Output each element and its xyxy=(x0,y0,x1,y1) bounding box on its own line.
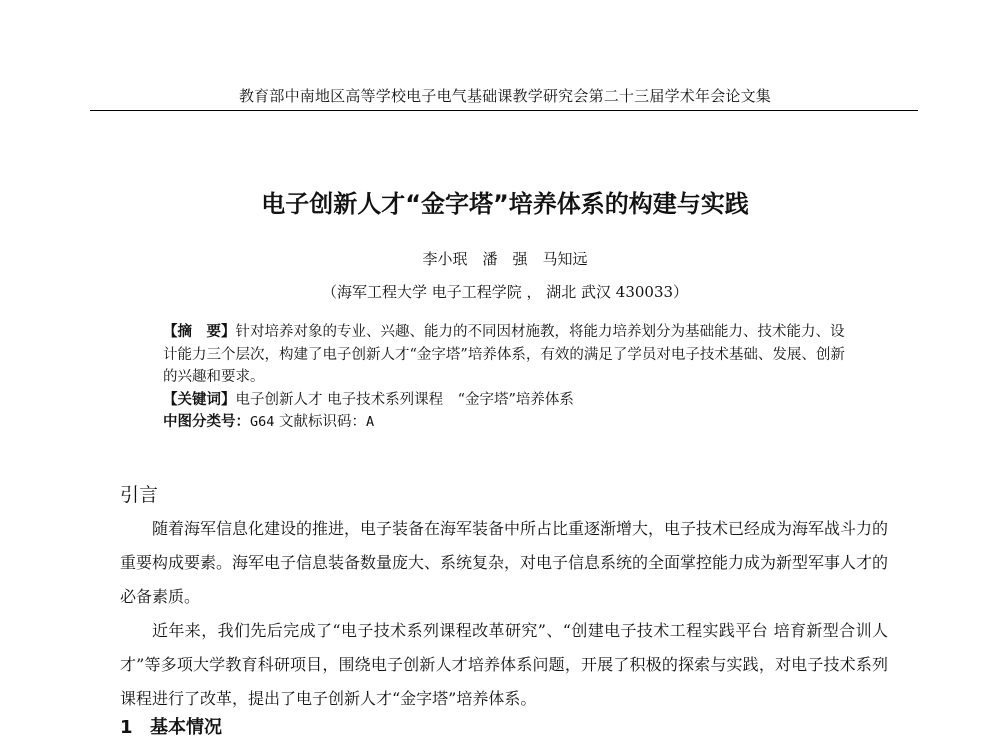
introduction-body xyxy=(120,512,888,716)
doc-code: A xyxy=(366,414,375,430)
keywords-text: 电子创新人才 电子技术系列课程 “金字塔”培养体系 xyxy=(235,391,574,408)
classification-code: G64 xyxy=(250,414,275,430)
authors: 李小珉 潘 强 马知远 xyxy=(422,250,588,268)
body-paragraph: 近年来，我们先后完成了“电子技术系列课程改革研究”、“创建电子技术工程实践平台 培育新型合训人才”等多项大学教育科研项目，围绕电子创新人才培养体系问题，开展了积极的探索与实践，对电子技术系列课程进行了改革，提出了电子创新人才“金字塔”培养体系。 xyxy=(120,621,888,708)
header-rule xyxy=(90,110,918,111)
abstract-block xyxy=(163,321,853,434)
affiliation: （海军工程大学 电子工程学院 ， 湖北 武汉 430033） xyxy=(321,283,689,301)
section-number: 1 xyxy=(120,717,133,738)
abstract xyxy=(163,321,853,389)
keywords-label: 【关键词】 xyxy=(163,391,236,408)
section-heading-introduction: 引言 xyxy=(120,484,159,506)
doc-code-label: 文献标识码： xyxy=(279,414,366,430)
section-title: 基本情况 xyxy=(150,717,222,738)
abstract-label: 【摘 要】 xyxy=(163,324,236,340)
body-paragraph: 随着海军信息化建设的推进，电子装备在海军装备中所占比重逐渐增大，电子技术已经成为海军战斗力的重要构成要素。海军电子信息装备数量庞大、系统复杂，对电子信息系统的全面掌控能力成为新型军事人才的必备素质。 xyxy=(120,519,889,606)
keywords xyxy=(163,389,853,412)
classification-label: 中图分类号： xyxy=(163,414,250,430)
abstract-text: 针对培养对象的专业、兴趣、能力的不同因材施教，将能力培养划分为基础能力、技术能力、设计能力三个层次，构建了电子创新人才“金字塔”培养体系，有效的满足了学员对电子技术基础、发展、创新的兴趣和要求。 xyxy=(163,324,845,385)
paper-title: 电子创新人才“金字塔”培养体系的构建与实践 xyxy=(261,190,749,218)
section-heading-basic-situation xyxy=(120,716,222,740)
running-header: 教育部中南地区高等学校电子电气基础课教学研究会第二十三届学术年会论文集 xyxy=(238,87,771,105)
classification-line xyxy=(163,411,853,434)
